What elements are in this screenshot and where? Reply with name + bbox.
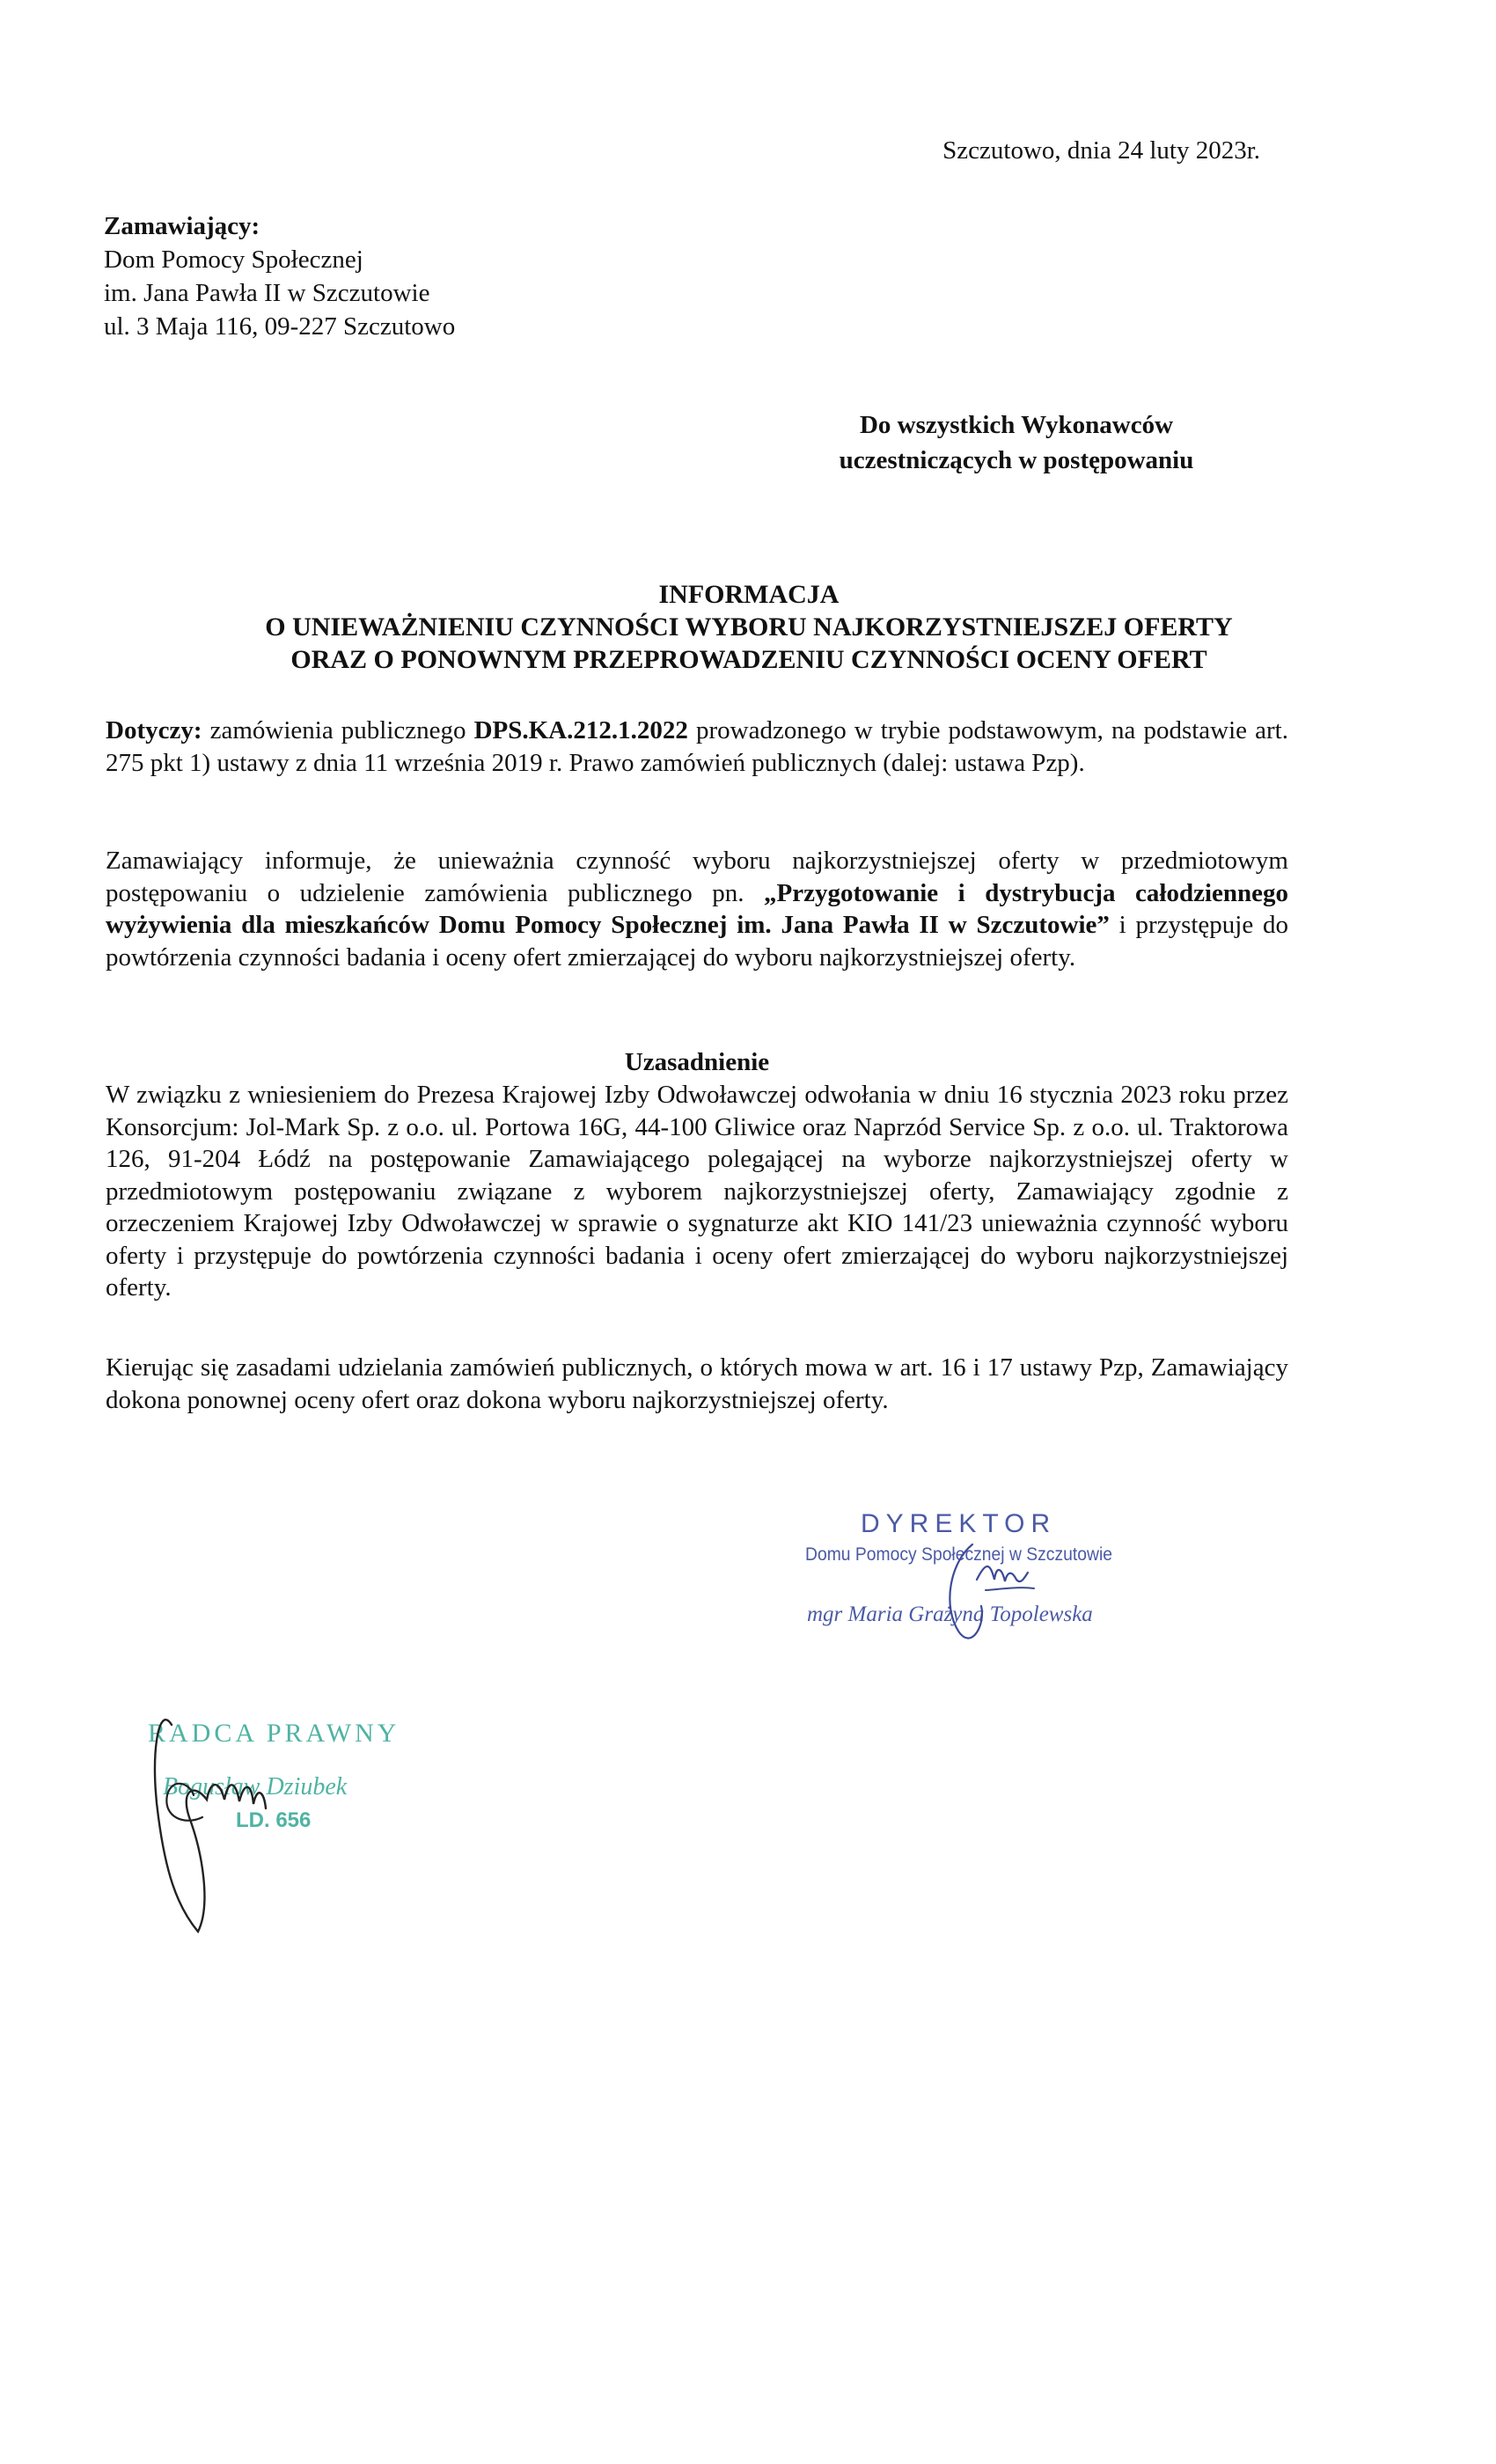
procurement-name: „Przygotowanie i dystrybucja całodziennego wyżywienia dla mieszkańców Domu Pomocy Społecznej im. Jana Pawła II w Szczutowie” [106, 878, 1288, 939]
legal-advisor-stamp-number: LD. 656 [236, 1808, 312, 1832]
justification-heading: Uzasadnienie [624, 1048, 770, 1076]
concerning-text-after: prowadzonego w trybie podstawowym, na podstawie art. 275 pkt 1) ustawy z dnia 11 września 2019 r. Prawo zamówień publicznych (dalej: ustawa Pzp). [106, 716, 1288, 777]
recipient-block [700, 407, 1333, 478]
sender-name-2: im. Jana Pawła II w Szczutowie [104, 279, 430, 307]
title-line-1: INFORMACJA [658, 580, 840, 609]
legal-advisor-signature [141, 1685, 440, 1940]
sender-name: Dom Pomocy Społecznej [104, 246, 363, 274]
concerning-paragraph [106, 715, 1288, 779]
information-text-before: Zamawiający informuje, że unieważnia czynność wyboru najkorzystniejszej oferty w przedmiotowym postępowaniu o udzielenie zamówienia publicznego pn. [106, 847, 1288, 907]
final-paragraph: Kierując się zasadami udzielania zamówień publicznych, o których mowa w art. 16 i 17 ustawy Pzp, Zamawiający dokona ponownej oceny ofert oraz dokona wyboru najkorzystniejszej oferty. [106, 1353, 1288, 1414]
director-stamp-organization: Domu Pomocy Społecznej w Szczutowie [805, 1544, 1112, 1565]
concerning-text-before: zamówienia publicznego [202, 716, 474, 744]
sender-address: ul. 3 Maja 116, 09-227 Szczutowo [104, 312, 456, 341]
title-line-3: ORAZ O PONOWNYM PRZEPROWADZENIU CZYNNOŚCI OCENY OFERT [290, 645, 1207, 674]
place-date: Szczutowo, dnia 24 luty 2023r. [942, 136, 1260, 165]
recipient-line-1: Do wszystkich Wykonawców [859, 411, 1174, 439]
information-paragraph [106, 845, 1288, 973]
document-title [104, 578, 1394, 676]
information-text-after: i przystępuje do powtórzenia czynności badania i oceny ofert zmierzającej do wyboru najkorzystniejszej oferty. [106, 911, 1289, 972]
director-signature [933, 1527, 1074, 1659]
director-stamp-name: mgr Maria Grażyna Topolewska [807, 1602, 1093, 1626]
title-line-2: O UNIEWAŻNIENIU CZYNNOŚCI WYBORU NAJKORZYSTNIEJSZEJ OFERTY [265, 612, 1233, 642]
sender-block [104, 209, 455, 343]
recipient-line-2: uczestniczących w postępowaniu [839, 446, 1194, 474]
director-stamp-title: DYREKTOR [861, 1509, 1057, 1538]
legal-advisor-stamp [141, 1685, 440, 1940]
procurement-reference: DPS.KA.212.1.2022 [473, 716, 688, 744]
legal-advisor-stamp-name: Bogusław Dziubek [163, 1773, 348, 1800]
legal-advisor-stamp-title: RADCA PRAWNY [148, 1719, 400, 1748]
sender-label: Zamawiający: [104, 212, 260, 240]
director-stamp [792, 1509, 1162, 1641]
concerning-label: Dotyczy: [106, 716, 202, 744]
justification-paragraph: W związku z wniesieniem do Prezesa Krajowej Izby Odwoławczej odwołania w dniu 16 stycznia 2023 roku przez Konsorcjum: Jol-Mark Sp. z o.o. ul. Portowa 16G, 44-100 Gliwice oraz Naprzód Service Sp. z o.o. ul. Traktorowa 126, 91-204 Łódź na postępowanie Zamawiającego polegającej na wyborze najkorzystniejszej oferty w przedmiotowym postępowaniu związane z wyborem najkorzystniejszej oferty, Zamawiający zgodnie z orzeczeniem Krajowej Izby Odwoławczej w sprawie o sygnaturze akt KIO 141/23 unieważnia czynność wyboru oferty i przystępuje do powtórzenia czynności badania i oceny ofert zmierzającej do wyboru najkorzystniejszej oferty. [106, 1081, 1288, 1302]
